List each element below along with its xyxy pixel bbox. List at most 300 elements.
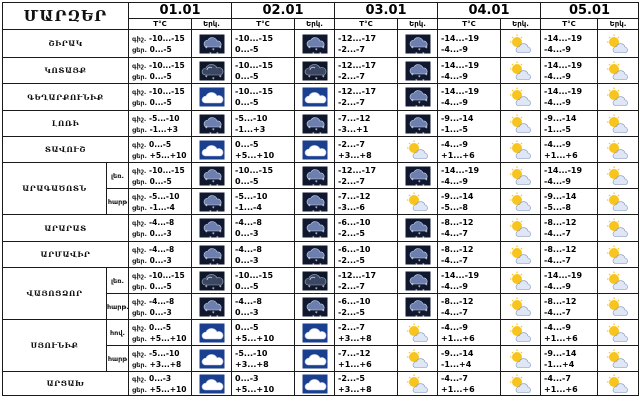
- day-temp: 0...-5: [235, 71, 259, 81]
- day-temp: -4...-7: [441, 255, 468, 265]
- svg-text:*: *: [424, 282, 428, 289]
- day-temp: 0...-5: [235, 281, 259, 291]
- svg-text:*: *: [410, 72, 414, 79]
- day-label: ցեր.: [132, 282, 148, 291]
- night-snow-icon: [295, 215, 335, 242]
- day-temp: +3...+8: [149, 359, 182, 369]
- sun-cloud-icon: [501, 215, 541, 242]
- cloud-icon: [192, 346, 232, 372]
- temperature-range: [335, 242, 398, 268]
- table-title: ՄԱՐԶԵՐ: [3, 3, 129, 30]
- night-temp: -6...-10: [338, 218, 371, 227]
- night-temp: -9...-14: [441, 348, 474, 358]
- temperature-range: [232, 189, 295, 215]
- svg-text:*: *: [218, 125, 222, 132]
- svg-text:*: *: [215, 290, 219, 297]
- svg-text:*: *: [211, 310, 215, 317]
- temperature-range: [541, 84, 598, 111]
- night-temp: -14...-19: [544, 165, 583, 175]
- svg-text:*: *: [218, 230, 222, 236]
- temperature-range: [335, 268, 398, 294]
- svg-text:*: *: [215, 236, 219, 242]
- night-temp: 0...-5: [149, 139, 172, 149]
- sun-cloud-icon: [501, 58, 541, 84]
- day-temp: -4...-7: [544, 229, 571, 238]
- temperature-range: [335, 30, 398, 58]
- night-temp: -5...-10: [149, 113, 180, 123]
- temperature-range: [541, 189, 598, 215]
- night-label: գիշ.: [132, 88, 147, 96]
- temperature-range: [541, 58, 598, 84]
- temperature-range: [232, 268, 295, 294]
- temperature-range: [232, 163, 295, 189]
- region-name: ԼՈՌԻ: [3, 111, 129, 137]
- sun-cloud-icon: [501, 268, 541, 294]
- svg-text:*: *: [421, 131, 425, 138]
- day-temp: -1...+4: [441, 359, 472, 369]
- svg-text:*: *: [307, 125, 311, 132]
- subregion-label: հարթ: [107, 189, 129, 215]
- cloud-icon: [295, 346, 335, 372]
- subregion-label: լեռ.: [107, 163, 129, 189]
- day-temp: -1...-4: [149, 202, 175, 212]
- svg-text:*: *: [421, 51, 425, 58]
- svg-text:*: *: [211, 127, 215, 134]
- night-temp: -4...-9: [441, 139, 468, 149]
- svg-text:*: *: [204, 308, 208, 315]
- date-header: 03.01: [335, 3, 438, 19]
- sun-cloud-icon: [501, 30, 541, 58]
- temperature-range: [438, 372, 501, 396]
- night-label: գիշ.: [132, 323, 147, 332]
- cloud-icon: [192, 372, 232, 396]
- day-temp: 0...-5: [235, 176, 259, 186]
- date-header: 02.01: [232, 3, 335, 19]
- day-temp: +1...+6: [544, 333, 578, 343]
- sun-cloud-icon: [501, 242, 541, 268]
- day-label: ցեր.: [132, 99, 148, 107]
- night-snow-icon: [398, 163, 438, 189]
- svg-text:*: *: [424, 125, 428, 132]
- svg-text:*: *: [215, 80, 219, 87]
- svg-text:*: *: [417, 258, 421, 265]
- night-temp: -9...-14: [544, 348, 577, 358]
- svg-text:*: *: [318, 51, 322, 58]
- svg-text:*: *: [421, 314, 425, 321]
- svg-text:*: *: [318, 236, 322, 242]
- svg-text:*: *: [410, 308, 414, 315]
- day-label: ցեր.: [132, 45, 148, 54]
- night-label: գիշ.: [132, 34, 147, 43]
- svg-text:*: *: [208, 262, 212, 269]
- svg-text:*: *: [410, 256, 414, 263]
- svg-text:*: *: [204, 74, 208, 81]
- table-row: [3, 84, 639, 111]
- day-temp: 0...-5: [235, 98, 259, 107]
- day-temp: -2...-7: [338, 44, 365, 54]
- sun-cloud-icon: [598, 320, 639, 346]
- night-temp: 0...-5: [149, 322, 172, 332]
- night-label: գիշ.: [132, 166, 147, 175]
- temperature-range: [129, 189, 192, 215]
- region-name: ԱՐԱԳԱԾՈՏՆ: [3, 163, 107, 215]
- night-temp: -8...-12: [544, 244, 577, 254]
- day-temp: 0...-3: [235, 307, 259, 317]
- night-temp: -9...-14: [441, 191, 474, 201]
- svg-text:*: *: [311, 290, 315, 297]
- svg-text:*: *: [424, 72, 428, 79]
- day-temp: +3...+8: [338, 333, 372, 343]
- svg-text:*: *: [211, 258, 215, 265]
- svg-text:*: *: [218, 203, 222, 210]
- temperature-range: [541, 111, 598, 137]
- svg-text:*: *: [424, 230, 428, 236]
- night-temp: -5...-10: [235, 348, 268, 358]
- night-temp: -12...-17: [338, 33, 377, 43]
- temperature-range: [129, 111, 192, 137]
- day-temp: -3...-6: [338, 202, 365, 212]
- temperature-range: [541, 242, 598, 268]
- day-temp: +1...+6: [544, 150, 578, 160]
- sun-cloud-icon: [501, 346, 541, 372]
- day-temp: 0...-5: [149, 71, 172, 81]
- svg-text:*: *: [414, 131, 418, 138]
- night-snow-icon: [398, 30, 438, 58]
- night-label: գիշ.: [132, 140, 147, 149]
- day-temp: +1...+6: [441, 150, 475, 160]
- day-temp: +3...+8: [338, 150, 372, 160]
- table-row: [3, 372, 639, 396]
- day-label: ցեր.: [132, 256, 148, 265]
- night-temp: -4...-8: [149, 218, 175, 227]
- svg-text:*: *: [314, 286, 318, 293]
- svg-text:*: *: [311, 314, 315, 321]
- day-temp: -4...-9: [441, 44, 468, 54]
- day-temp: +5...+10: [149, 150, 187, 160]
- svg-text:*: *: [414, 51, 418, 58]
- temperature-range: [232, 242, 295, 268]
- region-name: ԳԵՂԱՐՔՈՒՆԻՔ: [3, 84, 129, 111]
- svg-text:*: *: [208, 183, 212, 190]
- night-label: գիշ.: [132, 192, 147, 201]
- night-snow-icon: [398, 84, 438, 111]
- sun-cloud-icon: [598, 163, 639, 189]
- svg-text:*: *: [311, 209, 315, 216]
- svg-text:*: *: [218, 284, 222, 291]
- svg-text:*: *: [321, 125, 325, 132]
- svg-text:*: *: [307, 203, 311, 210]
- cloud-icon: [295, 84, 335, 111]
- svg-text:*: *: [314, 76, 318, 83]
- sun-cloud-icon: [598, 294, 639, 320]
- day-label: ցեր.: [132, 360, 148, 369]
- night-temp: -4...-8: [235, 218, 262, 227]
- sun-cloud-icon: [598, 242, 639, 268]
- weather-column-header: Երկ.: [398, 19, 438, 30]
- night-temp: -12...-17: [338, 87, 377, 96]
- temperature-range: [129, 294, 192, 320]
- night-snow-icon: [295, 294, 335, 320]
- svg-text:*: *: [204, 203, 208, 210]
- svg-text:*: *: [218, 256, 222, 263]
- day-temp: -4...-7: [441, 307, 468, 317]
- night-snow-icon: [192, 30, 232, 58]
- temperature-range: [335, 111, 398, 137]
- night-temp: -14...-19: [441, 60, 480, 70]
- temperature-range: [438, 294, 501, 320]
- night-temp: -8...-12: [544, 296, 577, 306]
- night-temp: -5...-10: [149, 191, 180, 201]
- day-label: ցեր.: [132, 177, 148, 186]
- temperature-range: [335, 294, 398, 320]
- date-header: 05.01: [541, 3, 639, 19]
- svg-text:*: *: [318, 209, 322, 216]
- temperature-range: [129, 320, 192, 346]
- cloud-icon: [192, 320, 232, 346]
- svg-text:*: *: [307, 256, 311, 263]
- temperature-range: [438, 137, 501, 163]
- table-row: [3, 111, 639, 137]
- day-temp: 0...-5: [149, 44, 172, 54]
- day-temp: 0...-3: [235, 229, 259, 238]
- temperature-range: [129, 268, 192, 294]
- day-label: ցեր.: [132, 151, 148, 160]
- night-label: գիշ.: [132, 374, 147, 383]
- day-temp: -2...-5: [338, 307, 365, 317]
- svg-text:*: *: [421, 78, 425, 85]
- svg-text:*: *: [314, 310, 318, 317]
- temperature-range: [541, 215, 598, 242]
- region-name: ՇԻՐԱԿ: [3, 30, 129, 58]
- sun-cloud-icon: [501, 137, 541, 163]
- svg-text:*: *: [314, 258, 318, 265]
- svg-text:*: *: [215, 314, 219, 321]
- temperature-range: [541, 294, 598, 320]
- storm-cloud-icon: [295, 58, 335, 87]
- day-temp: -4...-9: [544, 98, 571, 107]
- temperature-range: [129, 346, 192, 372]
- temperature-range: [129, 58, 192, 84]
- region-name: ԱՐՄԱՎԻՐ: [3, 242, 129, 268]
- night-temp: -8...-12: [544, 218, 577, 227]
- svg-text:*: *: [321, 230, 325, 236]
- day-label: ցեր.: [132, 230, 148, 238]
- temperature-range: [335, 346, 398, 372]
- night-snow-icon: [295, 30, 335, 58]
- svg-text:*: *: [414, 262, 418, 269]
- svg-text:*: *: [211, 205, 215, 212]
- day-temp: +5...+10: [149, 384, 187, 394]
- day-temp: 0...-3: [149, 229, 172, 238]
- night-snow-icon: [192, 111, 232, 137]
- svg-text:*: *: [307, 177, 311, 184]
- night-snow-icon: [398, 294, 438, 320]
- day-temp: -4...-9: [544, 281, 571, 291]
- temperature-range: [129, 215, 192, 242]
- night-temp: -8...-12: [441, 244, 474, 254]
- temp-column-header: T°C: [438, 19, 501, 30]
- night-snow-icon: [295, 111, 335, 137]
- sun-cloud-icon: [598, 215, 639, 242]
- temperature-range: [438, 111, 501, 137]
- svg-text:*: *: [417, 284, 421, 291]
- temperature-range: [541, 372, 598, 396]
- night-temp: -8...-12: [441, 296, 474, 306]
- svg-text:*: *: [311, 80, 315, 87]
- temperature-range: [541, 346, 598, 372]
- night-temp: -4...-8: [235, 296, 262, 306]
- storm-cloud-icon: [192, 268, 232, 297]
- svg-text:*: *: [321, 45, 325, 52]
- night-temp: -14...-19: [544, 33, 583, 43]
- svg-text:*: *: [321, 177, 325, 184]
- svg-text:*: *: [410, 177, 414, 184]
- table-row: [3, 320, 639, 346]
- night-temp: -4...-8: [149, 244, 175, 254]
- night-temp: -12...-17: [338, 165, 377, 175]
- day-temp: -1...-5: [544, 124, 571, 134]
- temperature-range: [232, 215, 295, 242]
- temperature-range: [541, 137, 598, 163]
- temp-column-header: T°C: [129, 19, 192, 30]
- night-temp: -4...-9: [544, 139, 571, 149]
- night-snow-icon: [192, 294, 232, 320]
- svg-text:*: *: [421, 288, 425, 295]
- svg-text:*: *: [424, 99, 428, 105]
- sun-cloud-icon: [598, 58, 639, 84]
- day-temp: -1...-5: [441, 124, 468, 134]
- svg-text:*: *: [321, 203, 325, 210]
- subregion-label: հարթ: [107, 346, 129, 372]
- night-snow-icon: [295, 242, 335, 268]
- svg-text:*: *: [417, 101, 421, 107]
- sun-cloud-icon: [598, 268, 639, 294]
- svg-text:*: *: [208, 51, 212, 58]
- night-temp: -2...-5: [338, 373, 365, 383]
- svg-text:*: *: [311, 131, 315, 138]
- subregion-label: լեռ.: [107, 268, 129, 294]
- region-name: ՏԱՎՈՒՇ: [3, 137, 129, 163]
- night-label: գիշ.: [132, 61, 147, 70]
- day-temp: -5...-8: [544, 202, 571, 212]
- night-temp: -10...-15: [149, 33, 185, 43]
- temperature-range: [541, 268, 598, 294]
- svg-text:*: *: [307, 284, 311, 291]
- day-label: ցեր.: [132, 334, 148, 343]
- night-snow-icon: [398, 215, 438, 242]
- cloud-icon: [192, 137, 232, 163]
- temperature-range: [438, 320, 501, 346]
- svg-text:*: *: [307, 230, 311, 236]
- svg-text:*: *: [321, 74, 325, 81]
- day-temp: 0...-5: [149, 98, 172, 107]
- night-temp: -4...-8: [149, 296, 175, 306]
- svg-text:*: *: [414, 183, 418, 190]
- day-temp: +3...+8: [235, 359, 269, 369]
- day-label: ցեր.: [132, 72, 148, 81]
- svg-text:*: *: [208, 131, 212, 138]
- night-temp: -10...-15: [149, 60, 185, 70]
- svg-text:*: *: [307, 308, 311, 315]
- svg-text:*: *: [424, 308, 428, 315]
- temperature-range: [232, 346, 295, 372]
- sun-cloud-icon: [501, 372, 541, 396]
- night-temp: -10...-15: [149, 165, 185, 175]
- day-temp: -1...+3: [149, 124, 179, 134]
- day-temp: -2...-5: [338, 229, 365, 238]
- sun-cloud-icon: [598, 84, 639, 111]
- day-temp: -4...-9: [544, 44, 571, 54]
- night-temp: -14...-19: [544, 270, 583, 280]
- sun-cloud-icon: [398, 372, 438, 396]
- region-name: ԱՐԱՐԱՏ: [3, 215, 129, 242]
- svg-text:*: *: [307, 74, 311, 81]
- svg-text:*: *: [311, 236, 315, 242]
- svg-text:*: *: [424, 256, 428, 263]
- region-name: ՎԱՅՈՑՁՈՐ: [3, 268, 107, 320]
- svg-text:*: *: [215, 209, 219, 216]
- svg-text:*: *: [307, 45, 311, 52]
- svg-text:*: *: [215, 262, 219, 269]
- night-temp: -4...-9: [544, 322, 571, 332]
- svg-text:*: *: [414, 236, 418, 242]
- temperature-range: [129, 242, 192, 268]
- sun-cloud-icon: [501, 163, 541, 189]
- cloud-icon: [192, 84, 232, 111]
- svg-text:*: *: [410, 99, 414, 105]
- night-temp: -9...-14: [441, 113, 474, 123]
- svg-text:*: *: [204, 230, 208, 236]
- svg-text:*: *: [211, 232, 215, 238]
- night-snow-icon: [295, 163, 335, 189]
- day-temp: -4...-9: [441, 71, 468, 81]
- night-temp: -2...-7: [338, 139, 365, 149]
- svg-text:*: *: [417, 232, 421, 238]
- night-snow-icon: [398, 58, 438, 84]
- night-label: գիշ.: [132, 114, 147, 123]
- night-label: գիշ.: [132, 271, 147, 280]
- day-temp: -4...-7: [441, 229, 468, 238]
- night-temp: 0...-3: [235, 373, 259, 383]
- svg-text:*: *: [417, 74, 421, 81]
- temperature-range: [541, 320, 598, 346]
- day-temp: -1...-4: [235, 202, 262, 212]
- svg-text:*: *: [311, 183, 315, 190]
- svg-text:*: *: [208, 290, 212, 297]
- day-temp: 0...-3: [235, 255, 259, 265]
- table-row: [3, 58, 639, 84]
- night-label: գիշ.: [132, 245, 147, 254]
- day-temp: -4...-9: [544, 71, 571, 81]
- svg-text:*: *: [321, 284, 325, 291]
- night-temp: 0...-5: [235, 139, 259, 149]
- night-temp: -12...-17: [338, 60, 377, 70]
- svg-text:*: *: [204, 45, 208, 52]
- night-temp: -12...-17: [338, 270, 377, 280]
- night-snow-icon: [192, 189, 232, 215]
- sun-cloud-icon: [501, 189, 541, 215]
- sun-cloud-icon: [398, 137, 438, 163]
- night-temp: -7...-12: [338, 191, 371, 201]
- sun-cloud-icon: [501, 111, 541, 137]
- day-temp: -2...-7: [338, 176, 365, 186]
- temperature-range: [438, 346, 501, 372]
- weather-column-header: Երկ.: [598, 19, 639, 30]
- temperature-range: [129, 163, 192, 189]
- weather-column-header: Երկ.: [501, 19, 541, 30]
- day-temp: -1...+3: [235, 124, 266, 134]
- svg-text:*: *: [218, 308, 222, 315]
